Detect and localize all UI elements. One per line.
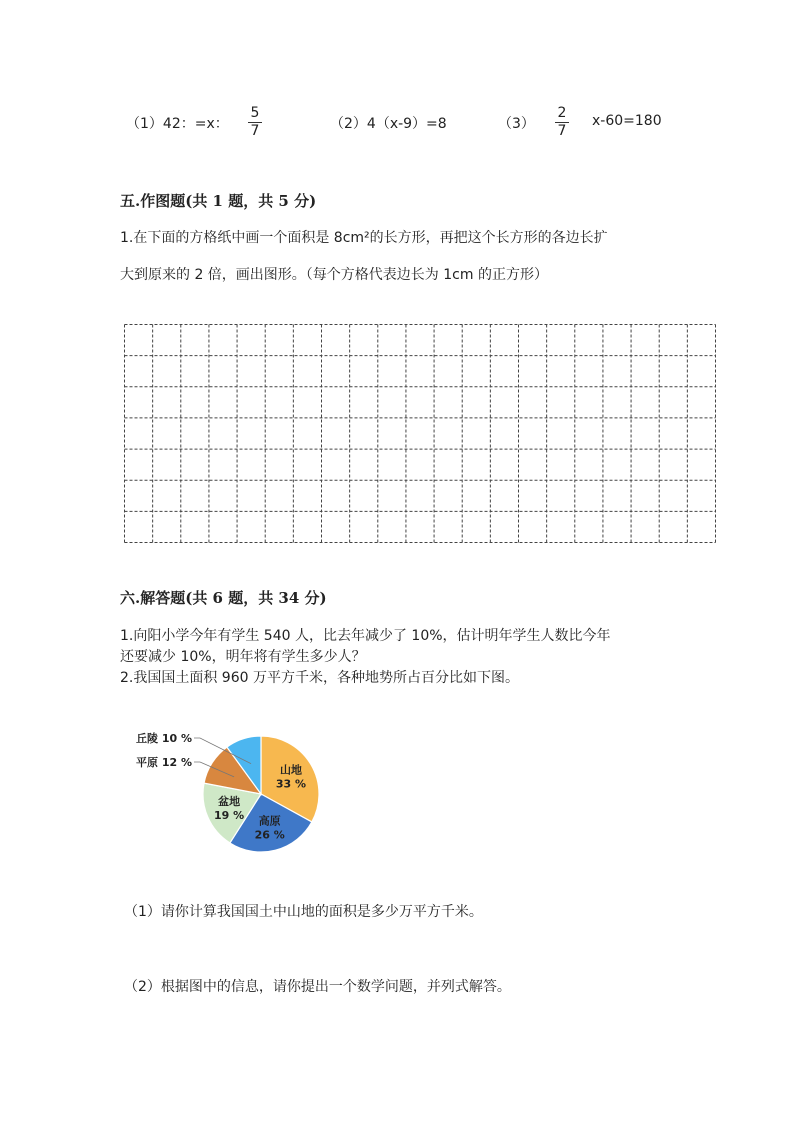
equation-1-text: （1）42：=x： [126, 116, 229, 132]
outside-slice-label: 丘陵 10 % [136, 732, 192, 745]
equation-1-fraction [246, 106, 264, 139]
slice-value-label: 19 % [214, 808, 245, 822]
section-6-question-1-line-2: 还要减少 10%，明年将有学生多少人？ [120, 649, 366, 665]
equation-3 [498, 113, 535, 133]
equation-2 [330, 113, 447, 133]
fraction-denominator: 7 [557, 123, 567, 139]
sub-question-1: （1）请你计算我国国土中山地的面积是多少万平方千米。 [124, 904, 483, 920]
terrain-pie-chart [118, 722, 338, 862]
grid-paper[interactable] [124, 324, 716, 544]
section-6-question-1-line-1: 1.向阳小学今年有学生 540 人，比去年减少了 10%，估计明年学生人数比今年 [120, 628, 611, 644]
fraction-denominator: 7 [250, 123, 260, 139]
section-5-question-line-1: 1.在下面的方格纸中画一个面积是 8cm²的长方形，再把这个长方形的各边长扩 [120, 230, 608, 246]
slice-label: 山地 [280, 763, 302, 777]
slice-value-label: 33 % [275, 777, 307, 791]
section-6-question-2: 2.我国国土面积 960 万平方千米，各种地势所占百分比如下图。 [120, 670, 519, 686]
equation-3-text: （3） [498, 116, 535, 132]
section-5-question-line-2: 大到原来的 2 倍，画出图形。（每个方格代表边长为 1cm 的正方形） [120, 267, 548, 283]
equation-2-text: （2）4（x-9）=8 [330, 116, 447, 132]
outside-slice-label: 平原 12 % [136, 756, 192, 769]
section-5-title: 五.作图题(共 1 题，共 5 分) [120, 192, 317, 210]
fraction-numerator: 2 [557, 105, 567, 121]
section-6-title: 六.解答题(共 6 题，共 34 分) [120, 589, 327, 607]
equation-3-suffix: x-60=180 [592, 113, 662, 129]
slice-label: 盆地 [218, 794, 241, 808]
equation-3-fraction [553, 106, 571, 139]
grid-lines [125, 325, 716, 543]
fraction-numerator: 5 [250, 105, 260, 121]
slice-value-label: 26 % [254, 828, 285, 842]
slice-label: 高原 [258, 814, 281, 828]
sub-question-2: （2）根据图中的信息，请你提出一个数学问题，并列式解答。 [124, 979, 511, 995]
equation-1 [126, 113, 229, 133]
